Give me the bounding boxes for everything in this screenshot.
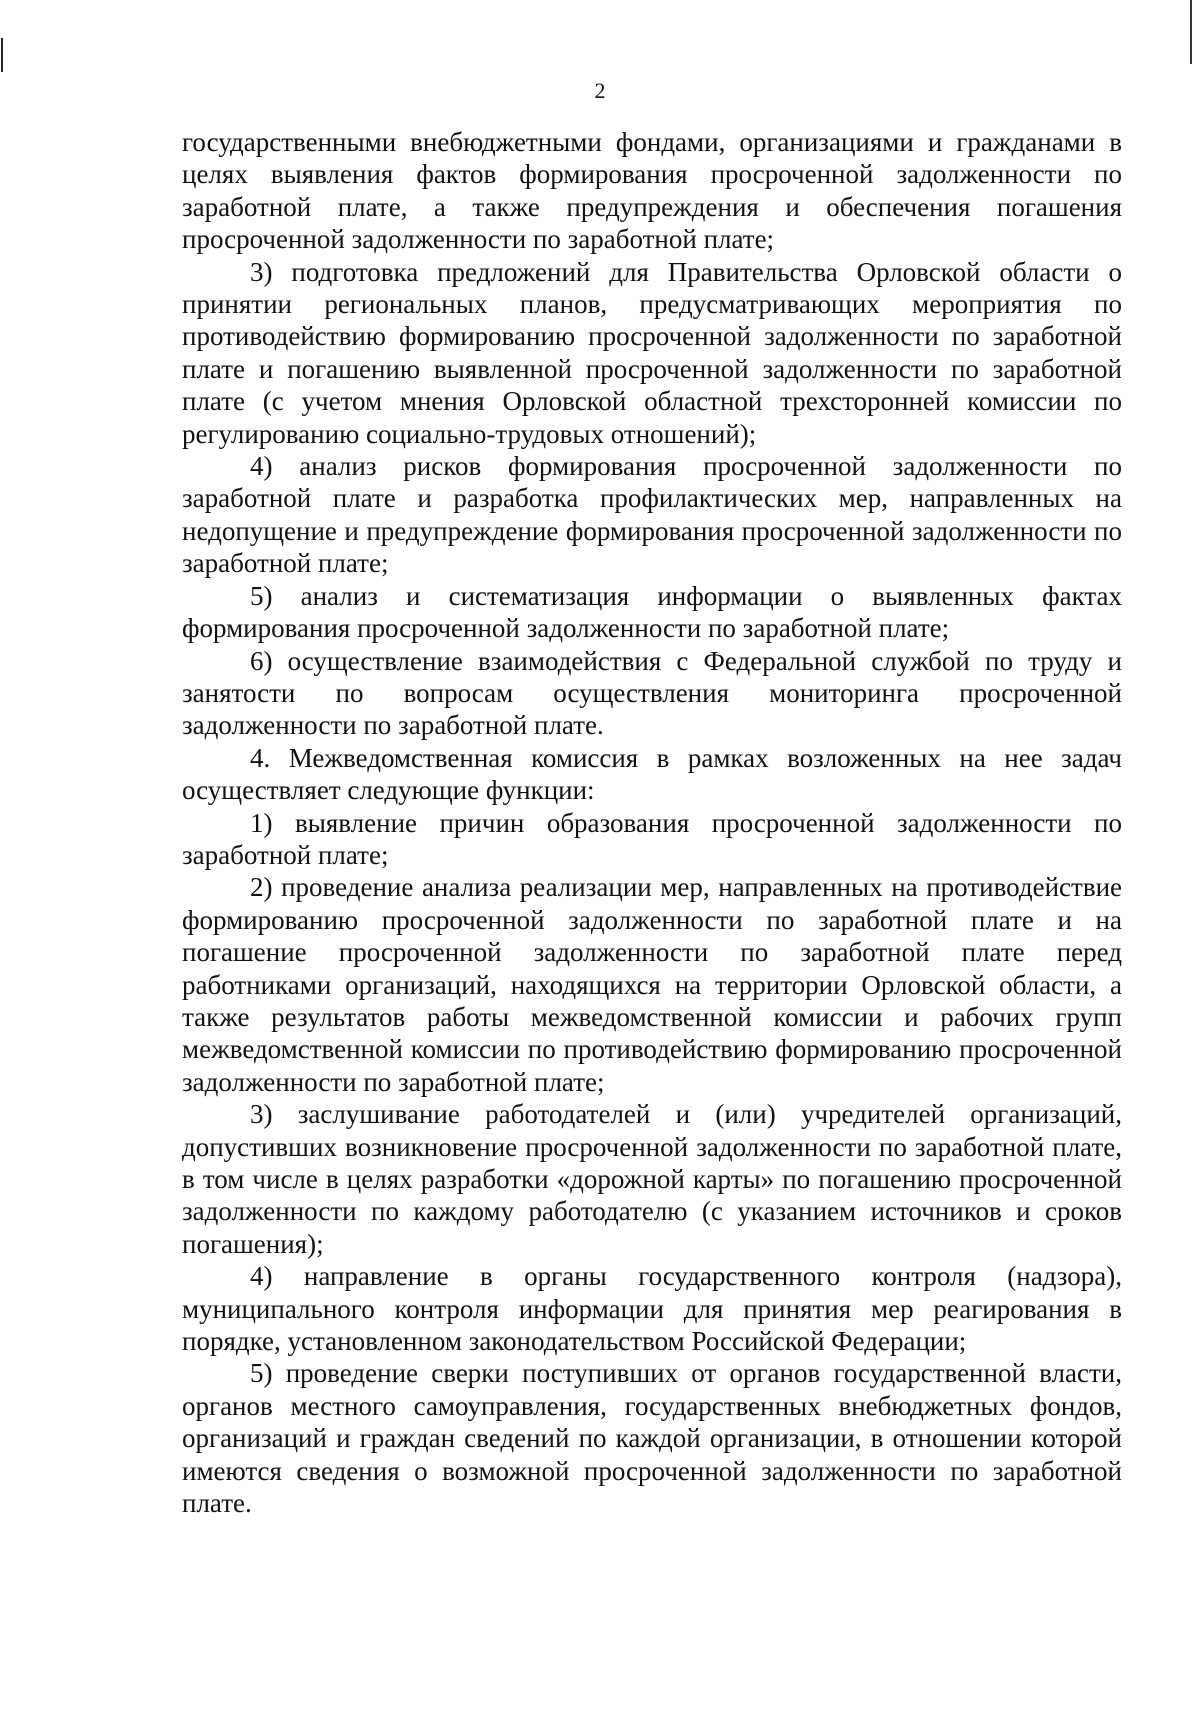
page-number: 2 [594, 78, 606, 103]
paragraph-function-5: 5) проведение сверки поступивших от органов государственной власти, органов местного самоуправления, государственных внебюджетных фондов, организаций и граждан сведений по каждой организации, в отношении которой имеются сведения о возможной просроченной задолженности по заработной плате. [182, 1358, 1122, 1519]
scan-edge-mark-right [1190, 0, 1192, 64]
paragraph-item-4: 4) анализ рисков формирования просроченной задолженности по заработной плате и разработка профилактических мер, направленных на недопущение и предупреждение формирования просроченной задолженности по заработной плате; [182, 451, 1122, 579]
scan-edge-mark-left [1, 38, 3, 72]
paragraph-item-5: 5) анализ и систематизация информации о выявленных фактах формирования просроченной задолженности по заработной плате; [182, 580, 1122, 644]
paragraph-continuation: государственными внебюджетными фондами, организациями и гражданами в целях выявления фактов формирования просроченной задолженности по заработной плате, а также предупреждения и обеспечения погашения просроченной задолженности по заработной плате; [182, 127, 1122, 255]
paragraph-section-4: 4. Межведомственная комиссия в рамках возложенных на нее задач осуществляет следующие функции: [182, 742, 1122, 806]
paragraph-function-4: 4) направление в органы государственного контроля (надзора), муниципального контроля информации для принятия мер реагирования в порядке, установленном законодательством Российской Федерации; [182, 1261, 1122, 1357]
paragraph-function-1: 1) выявление причин образования просроченной задолженности по заработной плате; [182, 807, 1122, 870]
paragraph-item-6: 6) осуществление взаимодействия с Федеральной службой по труду и занятости по вопросам осуществления мониторинга просроченной задолженности по заработной плате. [182, 645, 1122, 741]
document-body [182, 126, 1122, 1519]
paragraph-function-2: 2) проведение анализа реализации мер, направленных на противодействие формированию просроченной задолженности по заработной плате и на погашение просроченной задолженности по заработной плате перед работниками организаций, находящихся на территории Орловской области, а также результатов работы межведомственной комиссии и рабочих групп межведомственной комиссии по противодействию формированию просроченной задолженности по заработной плате; [182, 872, 1122, 1097]
paragraph-function-3: 3) заслушивание работодателей и (или) учредителей организаций, допустивших возникновение просроченной задолженности по заработной плате, в том числе в целях разработки «дорожной карты» по погашению просроченной задолженности по каждому работодателю (с указанием источников и сроков погашения); [182, 1099, 1122, 1259]
paragraph-item-3: 3) подготовка предложений для Правительства Орловской области о принятии региональных планов, предусматривающих мероприятия по противодействию формированию просроченной задолженности по заработной плате и погашению выявленной просроченной задолженности по заработной плате (с учетом мнения Орловской областной трехсторонней комиссии по регулированию социально-трудовых отношений); [182, 256, 1122, 449]
